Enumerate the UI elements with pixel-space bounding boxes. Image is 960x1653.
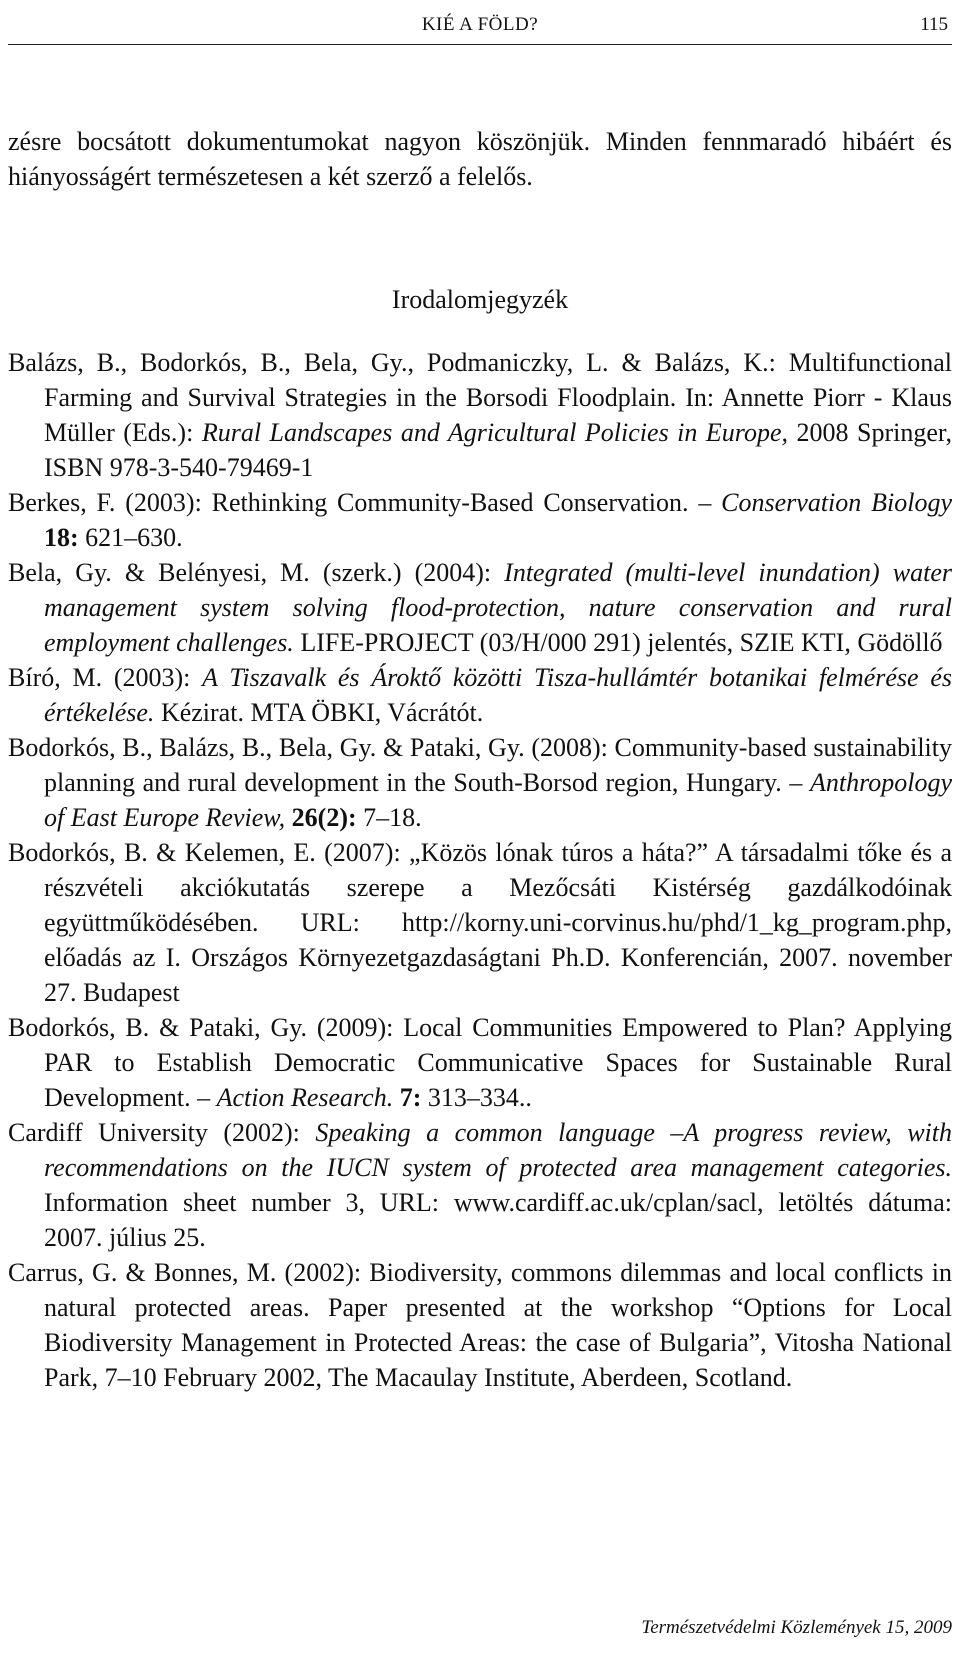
- page-number: 115: [920, 14, 948, 35]
- running-title: KIÉ A FÖLD?: [421, 14, 539, 35]
- reference-text: Rural Landscapes and Agricultural Policies in Europe,: [201, 418, 788, 447]
- section-title: Irodalomjegyzék: [391, 285, 569, 314]
- reference-entry: [8, 1010, 952, 1115]
- reference-text: 621–630.: [78, 523, 183, 552]
- reference-text: A Tiszavalk és Ároktő közötti Tisza-hullámtér botanikai felmérése és értékelése.: [44, 663, 952, 727]
- reference-text: Kézirat. MTA ÖBKI, Vácrátót.: [154, 698, 484, 727]
- reference-text: 313–334..: [421, 1083, 532, 1112]
- reference-text: Cardiff University (2002):: [8, 1118, 316, 1147]
- reference-entry: [8, 485, 952, 555]
- reference-text: Berkes, F. (2003): Rethinking Community-Based Conservation. –: [8, 488, 722, 517]
- reference-list: [8, 345, 952, 1395]
- reference-text: 2008 Springer, ISBN 978-3-540-79469-1: [44, 418, 953, 482]
- reference-text: 7:: [399, 1083, 422, 1112]
- reference-text: Bíró, M. (2003):: [8, 663, 203, 692]
- reference-text: Bodorkós, B. & Pataki, Gy. (2009): Local Communities Empowered to Plan? Applying PAR to Establish Democratic Communicative Spaces for Sustainable Rural Development. –: [8, 1013, 952, 1112]
- reference-text: Carrus, G. & Bonnes, M. (2002): Biodiversity, commons dilemmas and local conflicts in natural protected areas. Paper presented at the workshop “Options for Local Biodiversity Management in Protected Areas: the case of Bulgaria”, Vitosha National Park, 7–10 February 2002, The Macaulay Institute, Aberdeen, Scotland.: [8, 1258, 952, 1392]
- intro-paragraph: zésre bocsátott dokumentumokat nagyon köszönjük. Minden fennmaradó hibáért és hiányosságért természetesen a két szerző a felelős.: [8, 127, 952, 191]
- reference-entry: [8, 1115, 952, 1255]
- reference-text: Information sheet number 3, URL: www.cardiff.ac.uk/cplan/sacl, letöltés dátuma: 2007. július 25.: [44, 1188, 952, 1252]
- reference-text: Conservation Biology: [721, 488, 952, 517]
- reference-entry: [8, 835, 952, 1010]
- reference-text: Bodorkós, B., Balázs, B., Bela, Gy. & Pataki, Gy. (2008): Community-based sustainability planning and rural development in the South-Borsod region, Hungary. –: [8, 733, 952, 797]
- reference-text: Bodorkós, B. & Kelemen, E. (2007): „Közös lónak túros a háta?” A társadalmi tőke és a részvételi akciókutatás szerepe a Mezőcsáti Kistérség gazdálkodóinak együttműködésében. URL: http://korny.uni-corvinus.hu/phd/1_kg_program.php, előadás az I. Országos Környezetgazdaságtani Ph.D. Konferencián, 2007. november 27. Budapest: [8, 838, 952, 1007]
- reference-entry: [8, 345, 952, 485]
- page-content: [8, 124, 952, 1395]
- reference-text: 7–18.: [356, 803, 422, 832]
- reference-text: Anthropology of East Europe Review,: [44, 768, 952, 832]
- reference-text: Speaking a common language –A progress review, with recommendations on the IUCN system of protected area management categories.: [44, 1118, 953, 1182]
- reference-text: 26(2):: [291, 803, 357, 832]
- reference-entry: [8, 1255, 952, 1395]
- reference-entry: [8, 660, 952, 730]
- reference-entry: [8, 555, 952, 660]
- reference-text: Balázs, B., Bodorkós, B., Bela, Gy., Podmaniczky, L. & Balázs, K.: Multifunctional Farming and Survival Strategies in the Borsodi Floodplain. In: Annette Piorr - Klaus Müller (Eds.):: [8, 348, 952, 447]
- reference-text: Bela, Gy. & Belényesi, M. (szerk.) (2004):: [8, 558, 505, 587]
- reference-text: 18:: [44, 523, 79, 552]
- reference-text: Integrated (multi-level inundation) water management system solving flood-protection, nature conservation and rural employment challenges.: [44, 558, 952, 657]
- reference-entry: [8, 730, 952, 835]
- journal-footer: Természetvédelmi Közlemények 15, 2009: [641, 1617, 952, 1638]
- reference-text: LIFE-PROJECT (03/H/000 291) jelentés, SZIE KTI, Gödöllő: [293, 628, 943, 657]
- reference-text: Action Research.: [216, 1083, 394, 1112]
- page-header: [8, 8, 952, 45]
